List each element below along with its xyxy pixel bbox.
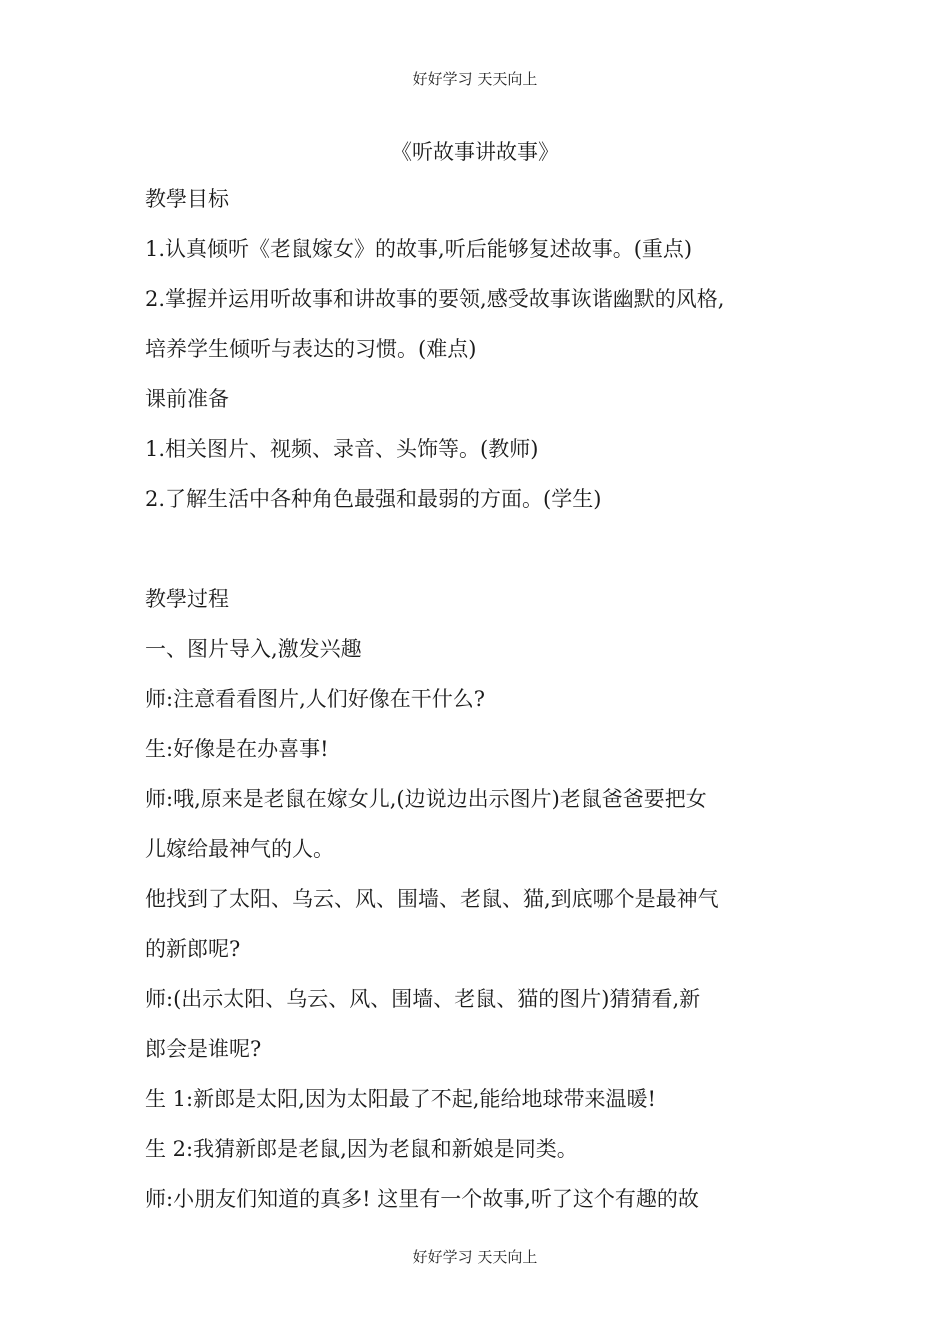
document-body [145,174,815,1224]
text-line: 生 1:新郎是太阳,因为太阳最了不起,能给地球带来温暖! [145,1087,656,1111]
text-line: 儿嫁给最神气的人。 [145,837,334,861]
text-line: 师:注意看看图片,人们好像在干什么? [145,687,486,711]
text-line: 1.相关图片、视频、录音、头饰等。(教师) [145,437,539,461]
section-heading-objectives: 教學目标 [145,187,229,211]
text-line: 生:好像是在办喜事! [145,737,329,761]
text-line: 培养学生倾听与表达的习惯。(难点) [145,337,477,361]
text-line: 郎会是谁呢? [145,1037,262,1061]
section-heading-preparation: 课前准备 [145,387,229,411]
text-line: 2.了解生活中各种角色最强和最弱的方面。(学生) [145,487,602,511]
text-line: 一、图片导入,激发兴趣 [145,637,362,661]
page-header: 好好学习 天天向上 [412,70,538,88]
text-line: 生 2:我猜新郎是老鼠,因为老鼠和新娘是同类。 [145,1137,578,1161]
blank-line [145,524,815,574]
text-line: 的新郎呢? [145,937,241,961]
text-line: 师:小朋友们知道的真多! 这里有一个故事,听了这个有趣的故 [145,1187,699,1211]
text-line: 2.掌握并运用听故事和讲故事的要领,感受故事诙谐幽默的风格, [145,287,725,311]
text-line: 1.认真倾听《老鼠嫁女》的故事,听后能够复述故事。(重点) [145,237,693,261]
text-line: 师:(出示太阳、乌云、风、围墙、老鼠、猫的图片)猜猜看,新 [145,987,701,1011]
section-heading-process: 教學过程 [145,587,229,611]
document-title: 《听故事讲故事》 [391,140,559,164]
text-line: 师:哦,原来是老鼠在嫁女儿,(边说边出示图片)老鼠爸爸要把女 [145,787,707,811]
text-line: 他找到了太阳、乌云、风、围墙、老鼠、猫,到底哪个是最神气 [145,887,719,911]
page-footer: 好好学习 天天向上 [412,1248,538,1266]
